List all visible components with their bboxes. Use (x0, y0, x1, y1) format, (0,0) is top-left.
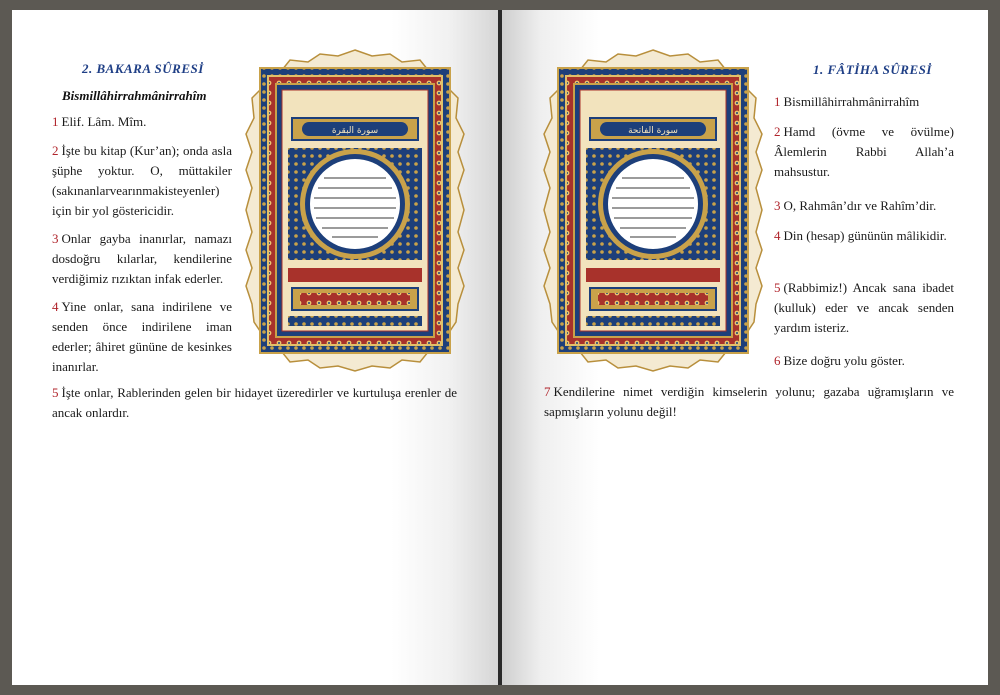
verse-number: 1 (774, 94, 781, 109)
verse-number: 4 (774, 228, 781, 243)
verse-fatiha-1 (774, 92, 954, 112)
ornament-header-text: سورة الفاتحة (628, 126, 678, 136)
verse-bakara-1 (52, 112, 232, 132)
verse-bakara-2 (52, 141, 232, 221)
verse-text: Bize doğru yolu göster. (783, 353, 905, 368)
verse-number: 3 (774, 198, 781, 213)
illuminated-ornament-icon (542, 48, 764, 373)
verse-text: Onlar gayba inanırlar, namazı dosdoğru kılarlar, kendilerine verdiğimiz rızıktan infak ederler. (52, 231, 232, 286)
verse-number: 3 (52, 231, 59, 246)
verse-bakara-5 (52, 383, 457, 423)
right-page (502, 10, 988, 685)
left-page (12, 10, 498, 685)
verse-number: 2 (774, 124, 781, 139)
verse-number: 2 (52, 143, 59, 158)
basmala-heading: Bismillâhirrahmânirrahîm (62, 88, 207, 103)
illuminated-ornament-icon (244, 48, 466, 373)
verse-fatiha-5 (774, 278, 954, 338)
verse-fatiha-4 (774, 226, 954, 246)
verse-number: 4 (52, 299, 59, 314)
verse-number: 5 (774, 280, 781, 295)
verse-number: 5 (52, 385, 59, 400)
verse-fatiha-7 (544, 382, 954, 422)
verse-number: 6 (774, 353, 781, 368)
verse-bakara-4 (52, 297, 232, 377)
surah-title-fatiha: 1. FÂTİHA SÛRESİ (813, 62, 932, 77)
verse-number: 1 (52, 114, 59, 129)
verse-fatiha-6 (774, 351, 954, 371)
verse-text: Yine onlar, sana indirilene ve senden önce indirilene iman ederler; âhiret gününe de kesinkes inanırlar. (52, 299, 232, 374)
verse-text: İşte bu kitap (Kur’an); onda asla şüphe yoktur. O, müttakiler (sakınanlarvearınmakisteyenler) için bir yol göstericidir. (52, 143, 232, 218)
verse-text: (Rabbimiz!) Ancak sana ibadet (kulluk) eder ve ancak senden yardım isteriz. (774, 280, 954, 335)
verse-text: Kendilerine nimet verdiğin kimselerin yolunu; gazaba uğramışların ve sapmışların yolunu değil! (544, 384, 954, 419)
open-book (12, 10, 988, 685)
verse-text: O, Rahmân’dır ve Rahîm’dir. (783, 198, 937, 213)
verse-number: 7 (544, 384, 551, 399)
surah-title-bakara: 2. BAKARA SÛRESİ (82, 61, 204, 76)
ornament-header-text: سورة البقرة (331, 126, 379, 136)
verse-text: İşte onlar, Rablerinden gelen bir hidayet üzeredirler ve kurtuluşa erenler de ancak onlardır. (52, 385, 457, 420)
verse-text: Hamd (övme ve övülme) Âlemlerin Rabbi Allah’a mahsustur. (774, 124, 954, 179)
verse-bakara-3 (52, 229, 232, 289)
verse-fatiha-2 (774, 122, 954, 182)
verse-fatiha-3 (774, 196, 954, 216)
verse-text: Elif. Lâm. Mîm. (61, 114, 147, 129)
verse-text: Bismillâhirrahmânirrahîm (783, 94, 920, 109)
verse-text: Din (hesap) gününün mâlikidir. (783, 228, 947, 243)
